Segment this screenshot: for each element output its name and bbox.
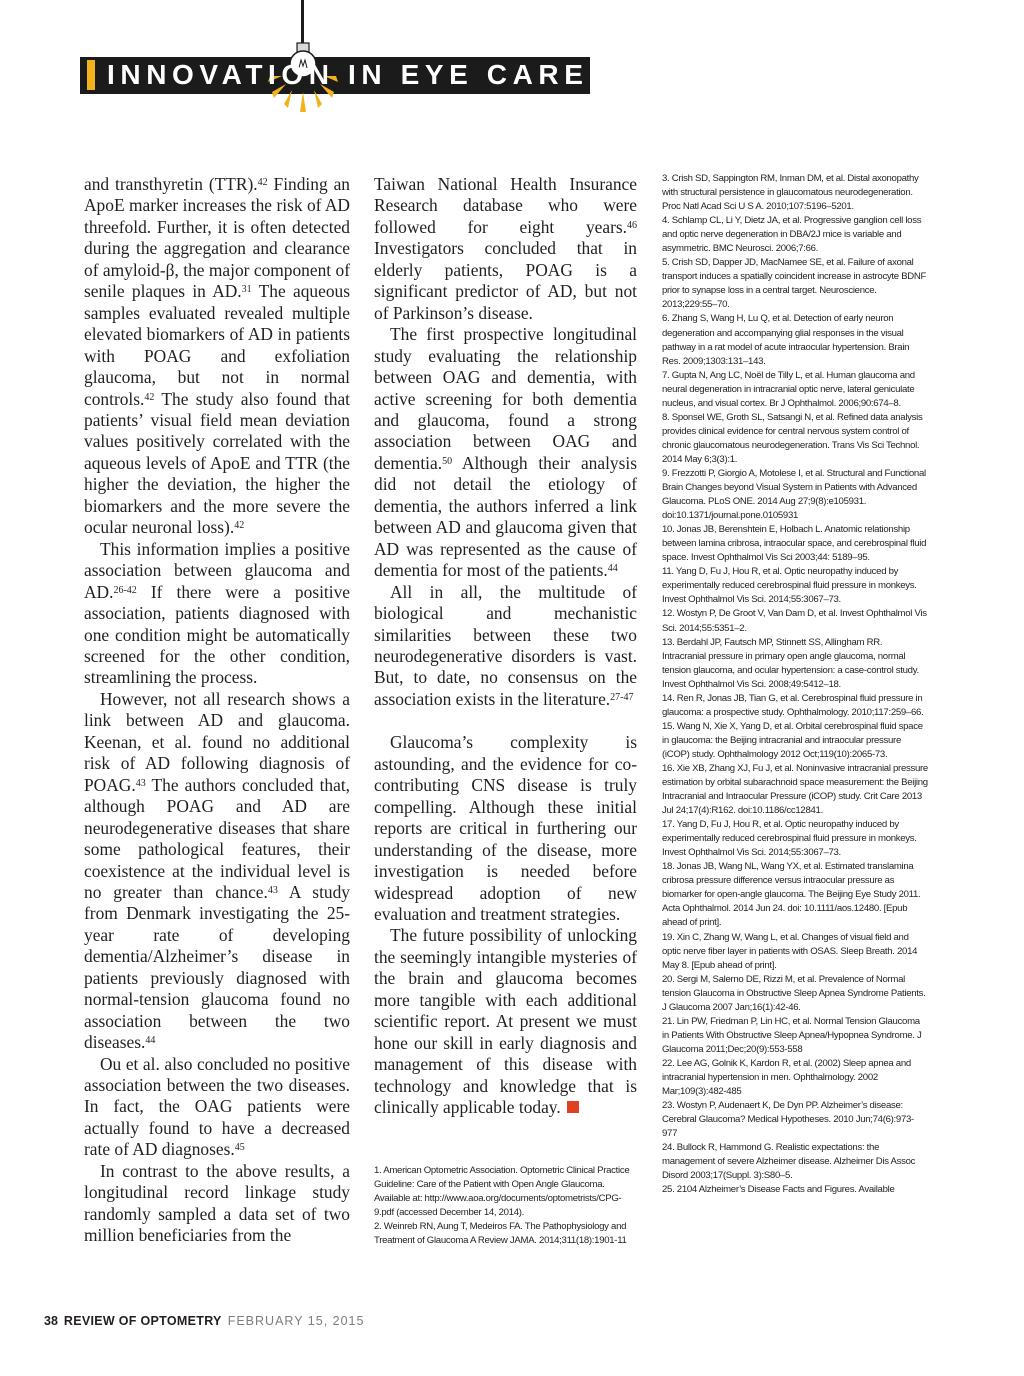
reference-item: 2. Weinreb RN, Aung T, Medeiros FA. The Pathophysiology and Treatment of Glaucoma A Review JAMA. 2014;311(18):1901-11 <box>374 1221 627 1247</box>
citation-superscript: 50 <box>442 455 453 467</box>
reference-item: 9. Frezzotti P, Giorgio A, Motolese I, et al. Structural and Functional Brain Changes beyond Visual System in Patients with Advanced Glaucoma. PLoS ONE. 2014 Aug 27;9(8):e105931. doi:10.1371/journal.pone.0105931 <box>662 467 926 522</box>
citation-superscript: 26-42 <box>113 584 137 596</box>
article-column-1 <box>84 174 350 1247</box>
references-list-start <box>374 1164 637 1248</box>
reference-item: 12. Wostyn P, De Groot V, Van Dam D, et al. Invest Ophthalmol Vis Sci. 2014;55:5351–2. <box>662 608 927 634</box>
reference-item: 5. Crish SD, Dapper JD, MacNamee SE, et al. Failure of axonal transport induces a spatially coincident increase in astrocyte BDNF prior to synapse loss in a central target. Neuroscience. 2013;229:55–70. <box>662 257 927 311</box>
header-accent-stripe <box>87 60 95 90</box>
citation-superscript: 31 <box>241 284 252 296</box>
reference-item: 6. Zhang S, Wang H, Lu Q, et al. Detection of early neuron degeneration and accompanying glial responses in the visual pathway in a rat model of acute intraocular hypertension. Brain Res. 2009;1303:131–143. <box>662 313 910 367</box>
reference-item: 23. Wostyn P, Audenaert K, De Dyn PP. Alzheimer’s disease: Cerebral Glaucoma? Medical Hypotheses. 2010 Jun;74(6):973-977 <box>662 1100 914 1140</box>
page-number: 38 <box>44 1314 58 1328</box>
paragraph: and transthyretin (TTR).$^{42}$ Finding an ApoE marker increases the risk of AD threefold. Further, it is often detected during the aggregation and clearance of amyloid-β, the major component of senile plaques in AD.$^{31}$ The aqueous samples evaluated revealed multiple elevated biomarkers of AD in patients with POAG and exfoliation glaucoma, but not in normal controls.$^{42}$ The study also found that patients’ visual field mean deviation values positively correlated with the aqueous levels of ApoE and TTR (the higher the deviation, the higher the biomarkers and the more severe the ocular neuronal loss).$^{42}$ <box>84 174 351 538</box>
paragraph: The first prospective longitudinal study evaluating the relationship between OAG and dementia, with active screening for both dementia and glaucoma, found a strong association between OAG and dementia.$^{50}$ Although their analysis did not detail the etiology of dementia, the authors inferred a link between AD and glaucoma given that AD was represented as the cause of dementia for most of the patients.$^{44}$ <box>374 324 637 581</box>
reference-item: 8. Sponsel WE, Groth SL, Satsangi N, et al. Refined data analysis provides clinical evidence for central nervous system control of chronic glaucomatous neurodegeneration. Trans Vis Sci Technol. 2014 May 6;3(3):1. <box>662 411 923 465</box>
reference-item: 17. Yang D, Fu J, Hou R, et al. Optic neuropathy induced by experimentally reduced cerebrospinal fluid pressure in monkeys. Invest Ophthalmol Vis Sci. 2014;55:3067–73. <box>662 819 917 859</box>
reference-item: 3. Crish SD, Sappington RM, Inman DM, et al. Distal axonopathy with structural persistence in glaucomatous neurodegeneration. Proc Natl Acad Sci U S A. 2010;107:5196–5201. <box>662 173 919 213</box>
reference-item: 7. Gupta N, Ang LC, Noël de Tilly L, et al. Human glaucoma and neural degeneration in intracranial optic nerve, lateral geniculate nucleus, and visual cortex. Br J Ophthalmol. 2006;90:674–8. <box>662 369 915 409</box>
paragraph: This information implies a positive association between glaucoma and AD.$^{26-42}$ If there were a positive association, patients diagnosed with one condition might be automatically screened for the other condition, streamlining the process. <box>84 538 350 688</box>
reference-item: 22. Lee AG, Golnik K, Kardon R, et al. (2002) Sleep apnea and intracranial hypertension in men. Ophthalmology. 2002 Mar;109(3):482-485 <box>662 1057 911 1098</box>
citation-superscript: 44 <box>145 1035 156 1047</box>
conclusion-paragraph: The future possibility of unlocking the seemingly intangible mysteries of the brain and glaucoma becomes more tangible with each additional scientific report. At present we must hone our skill in early diagnosis and management of this disease with technology and knowledge that is clinically applicable today. <box>374 925 637 1118</box>
reference-item: 21. Lin PW, Friedman P, Lin HC, et al. Normal Tension Glaucoma in Patients With Obstructive Sleep Apnea/Hypopnea Syndrome. J Glaucoma 2011;Dec;20(9):553-558 <box>662 1015 922 1055</box>
paragraph: In contrast to the above results, a longitudinal record linkage study randomly sampled a data set of two million beneficiaries from the <box>84 1160 350 1246</box>
end-mark-icon <box>567 1101 579 1113</box>
section-title: INNOVATION IN EYE CARE <box>107 59 589 90</box>
reference-item: 24. Bullock R, Hammond G. Realistic expectations: the management of severe Alzheimer disease. Alzheimer Dis Assoc Disord 2003;17(Suppl. 3):S80–5. <box>662 1142 916 1182</box>
reference-item: 15. Wang N, Xie X, Yang D, et al. Orbital cerebrospinal fluid space in glaucoma: the Beijing intracranial and intraocular pressure (iCOP) study. Ophthalmology 2012 Oct;119(10):2065-73. <box>662 720 923 760</box>
paragraph: However, not all research shows a link between AD and glaucoma. Keenan, et al. found no additional risk of AD following diagnosis of POAG.$^{43}$ The authors concluded that, although POAG and AD are neurodegenerative diseases that share some pathological features, their coexistence at the individual level is no greater than chance.$^{43}$ A study from Denmark investigating the 25-year rate of developing dementia/Alzheimer’s disease in patients previously diagnosed with normal-tension glaucoma found no association between the two diseases.$^{44}$ <box>84 688 350 1053</box>
reference-item: 13. Berdahl JP, Fautsch MP, Stinnett SS, Allingham RR. Intracranial pressure in primary open angle glaucoma, normal tension glaucoma, and ocular hypertension: a case-control study. Invest Ophthalmol Vis Sci. 2008;49:5412–18. <box>662 636 919 690</box>
reference-item: 19. Xin C, Zhang W, Wang L, et al. Changes of visual field and optic nerve fiber layer in patients with OSAS. Sleep Breath. 2014 May 8. [Epub ahead of print]. <box>662 931 918 971</box>
paragraph: Ou et al. also concluded no positive association between the two diseases. In fact, the OAG patients were actually found to have a decreased rate of AD diagnoses.$^{45}$ <box>84 1053 350 1160</box>
citation-superscript: 43 <box>267 884 278 896</box>
citation-superscript: 42 <box>144 391 155 403</box>
reference-item: 25. 2104 Alzheimer’s Disease Facts and Figures. Available <box>662 1184 895 1196</box>
citation-superscript: 45 <box>234 1142 245 1154</box>
magazine-name: REVIEW OF OPTOMETRY <box>63 1314 222 1328</box>
reference-item: 14. Ren R, Jonas JB, Tian G, et al. Cerebrospinal fluid pressure in glaucoma: a prospective study. Ophthalmology. 2010;117:259–66. <box>662 692 924 718</box>
citation-superscript: 27-47 <box>610 691 634 703</box>
reference-item: 4. Schlamp CL, Li Y, Dietz JA, et al. Progressive ganglion cell loss and optic nerve degeneration in DBA/2J mice is variable and asymmetric. BMC Neurosci. 2006;7:66. <box>662 215 922 255</box>
reference-item: 16. Xie XB, Zhang XJ, Fu J, et al. Noninvasive intracranial pressure estimation by orbital subarachnoid space measurement: the Beijing Intracranial and Intraocular Pressure (iCOP) study. Crit Care 2013 Jul 24;17(4):R162. doi:10.1186/cc12841. <box>662 762 928 817</box>
paragraph: All in all, the multitude of biological and mechanistic similarities between these two neurodegenerative disorders is vast. But, to date, no consensus on the association exists in the literature.$^{27-47}$ <box>374 581 637 709</box>
reference-item: 10. Jonas JB, Berenshtein E, Holbach L. Anatomic relationship between lamina cribrosa, intraocular space, and cerebrospinal fluid space. Invest Ophthalmol Vis Sci 2003;44: 5189–95. <box>662 524 927 564</box>
issue-date: FEBRUARY 15, 2015 <box>227 1314 365 1328</box>
article-column-2 <box>374 174 637 1118</box>
references-list <box>662 172 928 1197</box>
paragraph: Taiwan National Health Insurance Research database who were followed for eight years.$^{46}$ Investigators concluded that in elderly patients, POAG is a significant predictor of AD, but not of Parkinson’s disease. <box>374 174 637 323</box>
reference-item: 18. Jonas JB, Wang NL, Wang YX, et al. Estimated translamina cribrosa pressure difference versus intraocular pressure as biomarker for open-angle glaucoma. The Beijing Eye Study 2011. Acta Ophthalmol. 2014 Jun 24. doi: 10.1111/aos.12480. [Epub ahead of print]. <box>662 861 921 929</box>
reference-item: 11. Yang D, Fu J, Hou R, et al. Optic neuropathy induced by experimentally reduced cerebrospinal fluid pressure in monkeys. Invest Ophthalmol Vis Sci. 2014;55:3067–73. <box>662 566 917 606</box>
page-footer <box>44 1314 364 1328</box>
conclusion-paragraph: Glaucoma’s complexity is astounding, and the evidence for co-contributing CNS disease is truly compelling. Although these initial reports are critical in furthering our understanding of the disease, more investigation is needed before widespread adoption of new evaluation and treatment strategies. <box>374 732 637 924</box>
citation-superscript: 46 <box>627 219 637 231</box>
citation-superscript: 43 <box>135 777 146 789</box>
citation-superscript: 44 <box>607 563 618 575</box>
reference-item: 20. Sergi M, Salerno DE, Rizzi M, et al. Prevalence of Normal tension Glaucoma in Obstructive Sleep Apnea Syndrome Patients. J Glaucoma 2007 Jan;16(1):42-46. <box>662 973 926 1013</box>
citation-superscript: 42 <box>234 520 245 532</box>
reference-item: 1. American Optometric Association. Optometric Clinical Practice Guideline: Care of the Patient with Open Angle Glaucoma. Available at: http://www.aoa.org/documents/optometrists/CPG-9.pdf (accessed December 14, 2014). <box>374 1165 630 1219</box>
citation-superscript: 42 <box>257 177 268 188</box>
